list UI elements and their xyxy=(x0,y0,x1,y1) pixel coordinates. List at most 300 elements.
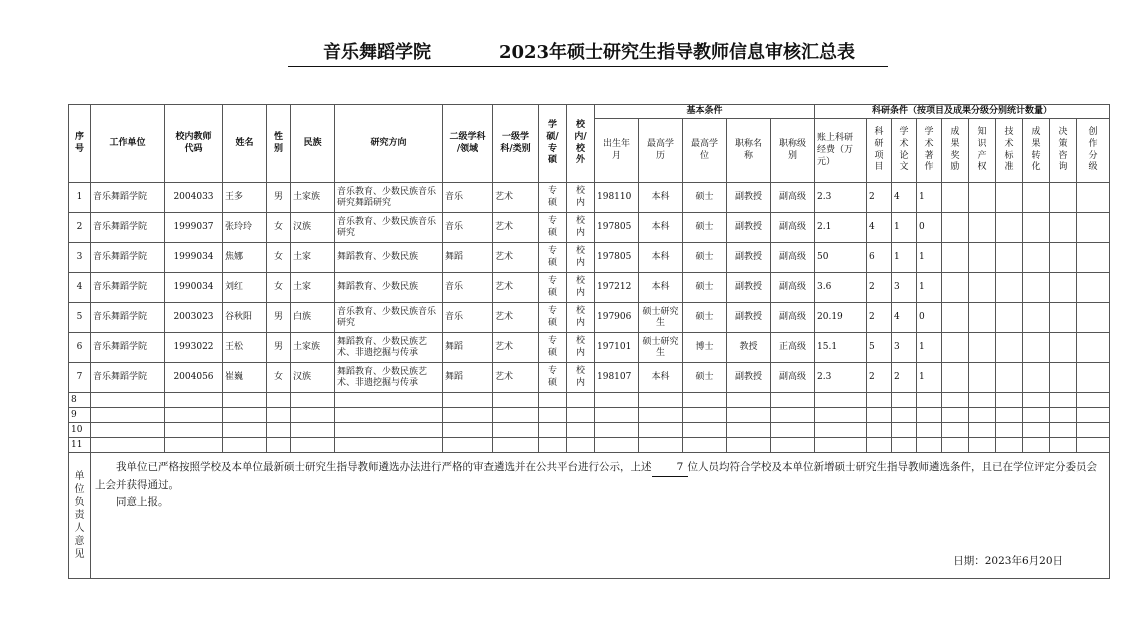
cell-empty xyxy=(815,438,867,453)
cell-empty xyxy=(567,423,595,438)
cell-consult xyxy=(1050,273,1077,303)
cell-empty xyxy=(996,423,1023,438)
cell-unit: 音乐舞蹈学院 xyxy=(91,273,165,303)
cell-inout: 校 内 xyxy=(567,183,595,213)
col-birth: 出生年 月 xyxy=(595,119,639,183)
cell-empty xyxy=(595,408,639,423)
cell-empty xyxy=(539,408,567,423)
cell-ethnic: 汉族 xyxy=(291,363,335,393)
cell-edu: 本科 xyxy=(639,243,683,273)
cell-inout: 校 内 xyxy=(567,243,595,273)
cell-title-level: 正高级 xyxy=(771,333,815,363)
cell-empty xyxy=(291,408,335,423)
col-title-level: 职称级 别 xyxy=(771,119,815,183)
cell-code: 1999037 xyxy=(165,213,223,243)
cell-empty xyxy=(1023,423,1050,438)
cell-empty xyxy=(291,393,335,408)
cell-projects: 6 xyxy=(867,243,892,273)
cell-empty xyxy=(539,438,567,453)
footer-agree: 同意上报。 xyxy=(116,495,169,508)
cell-deg: 硕士 xyxy=(683,243,727,273)
cell-standards xyxy=(996,363,1023,393)
table-row xyxy=(69,363,1110,393)
cell-standards xyxy=(996,183,1023,213)
cell-empty xyxy=(595,438,639,453)
cell-empty xyxy=(917,393,942,408)
cell-empty xyxy=(771,423,815,438)
cell-transfer xyxy=(1023,183,1050,213)
cell-funds: 3.6 xyxy=(815,273,867,303)
cell-empty xyxy=(867,423,892,438)
cell-awards xyxy=(942,183,969,213)
cell-empty xyxy=(335,408,443,423)
cell-ip xyxy=(969,303,996,333)
cell-degree: 专 硕 xyxy=(539,243,567,273)
cell-inout: 校 内 xyxy=(567,303,595,333)
cell-empty xyxy=(892,393,917,408)
cell-direction: 音乐教育、少数民族音乐研究 xyxy=(335,303,443,333)
cell-empty xyxy=(683,423,727,438)
cell-name: 崔巍 xyxy=(223,363,267,393)
cell-standards xyxy=(996,243,1023,273)
cell-projects: 5 xyxy=(867,333,892,363)
cell-direction: 音乐教育、少数民族音乐研究舞蹈研究 xyxy=(335,183,443,213)
cell-funds: 2.3 xyxy=(815,363,867,393)
cell-empty xyxy=(683,393,727,408)
cell-empty xyxy=(1077,423,1110,438)
cell-empty xyxy=(91,438,165,453)
cell-standards xyxy=(996,333,1023,363)
col-ip: 知 识 产 权 xyxy=(969,119,996,183)
cell-title-name: 副教授 xyxy=(727,273,771,303)
cell-code: 2004033 xyxy=(165,183,223,213)
col-title-name: 职称名 称 xyxy=(727,119,771,183)
footer-count: 7 xyxy=(652,459,688,477)
cell-empty xyxy=(539,423,567,438)
cell-code: 1999034 xyxy=(165,243,223,273)
col-papers: 学 术 论 文 xyxy=(892,119,917,183)
cell-ip xyxy=(969,363,996,393)
cell-direction: 音乐教育、少数民族音乐研究 xyxy=(335,213,443,243)
footer-label: 单 位 负 责 人 意 见 xyxy=(69,453,91,579)
col-sex: 性 别 xyxy=(267,105,291,183)
cell-funds: 20.19 xyxy=(815,303,867,333)
cell-art xyxy=(1077,213,1110,243)
cell-transfer xyxy=(1023,243,1050,273)
cell-art xyxy=(1077,273,1110,303)
cell-books: 1 xyxy=(917,183,942,213)
cell-empty xyxy=(91,408,165,423)
cell-papers: 3 xyxy=(892,333,917,363)
col-sub2: 二级学科 /领域 xyxy=(443,105,493,183)
cell-empty xyxy=(567,393,595,408)
cell-edu: 本科 xyxy=(639,363,683,393)
cell-name: 王多 xyxy=(223,183,267,213)
cell-empty xyxy=(867,393,892,408)
cell-degree: 专 硕 xyxy=(539,363,567,393)
cell-sub2: 音乐 xyxy=(443,183,493,213)
cell-ethnic: 汉族 xyxy=(291,213,335,243)
cell-direction: 舞蹈教育、少数民族艺术、非遗挖掘与传承 xyxy=(335,363,443,393)
cell-empty xyxy=(443,393,493,408)
table-row xyxy=(69,183,1110,213)
cell-unit: 音乐舞蹈学院 xyxy=(91,183,165,213)
cell-empty xyxy=(493,423,539,438)
cell-ethnic: 土家 xyxy=(291,273,335,303)
cell-sub1: 艺术 xyxy=(493,363,539,393)
cell-sub2: 音乐 xyxy=(443,213,493,243)
cell-seq: 6 xyxy=(69,333,91,363)
col-code: 校内教师 代码 xyxy=(165,105,223,183)
cell-empty xyxy=(493,393,539,408)
col-edu: 最高学 历 xyxy=(639,119,683,183)
cell-empty xyxy=(267,408,291,423)
cell-direction: 舞蹈教育、少数民族 xyxy=(335,243,443,273)
cell-papers: 2 xyxy=(892,363,917,393)
footer-date: 日期：2023年6月20日 xyxy=(953,555,1064,568)
cell-birth: 197101 xyxy=(595,333,639,363)
cell-birth: 198107 xyxy=(595,363,639,393)
cell-empty xyxy=(867,438,892,453)
cell-empty xyxy=(91,423,165,438)
cell-sub1: 艺术 xyxy=(493,213,539,243)
cell-seq: 1 xyxy=(69,183,91,213)
cell-art xyxy=(1077,183,1110,213)
table-row xyxy=(69,213,1110,243)
cell-empty xyxy=(942,393,969,408)
cell-ethnic: 土家 xyxy=(291,243,335,273)
cell-sex: 男 xyxy=(267,333,291,363)
cell-ip xyxy=(969,183,996,213)
cell-empty xyxy=(996,393,1023,408)
table-row xyxy=(69,273,1110,303)
cell-title-name: 副教授 xyxy=(727,363,771,393)
cell-empty xyxy=(639,393,683,408)
cell-projects: 2 xyxy=(867,303,892,333)
cell-transfer xyxy=(1023,363,1050,393)
cell-projects: 2 xyxy=(867,183,892,213)
cell-empty xyxy=(639,423,683,438)
col-inout: 校 内/ 校 外 xyxy=(567,105,595,183)
cell-title-level: 副高级 xyxy=(771,363,815,393)
cell-title-name: 副教授 xyxy=(727,213,771,243)
cell-art xyxy=(1077,333,1110,363)
cell-unit: 音乐舞蹈学院 xyxy=(91,243,165,273)
col-ethnic: 民族 xyxy=(291,105,335,183)
cell-ip xyxy=(969,273,996,303)
cell-books: 1 xyxy=(917,333,942,363)
col-consult: 决 策 咨 询 xyxy=(1050,119,1077,183)
cell-empty xyxy=(639,408,683,423)
cell-name: 焦娜 xyxy=(223,243,267,273)
cell-empty xyxy=(639,438,683,453)
cell-title-name: 副教授 xyxy=(727,183,771,213)
cell-standards xyxy=(996,213,1023,243)
cell-consult xyxy=(1050,333,1077,363)
summary-table xyxy=(68,104,1110,579)
cell-sex: 女 xyxy=(267,273,291,303)
col-unit: 工作单位 xyxy=(91,105,165,183)
cell-empty xyxy=(223,408,267,423)
cell-standards xyxy=(996,273,1023,303)
cell-title-level: 副高级 xyxy=(771,213,815,243)
cell-books: 0 xyxy=(917,213,942,243)
footer-text-before: 我单位已严格按照学校及本单位最新硕士研究生指导教师遴选办法进行严格的审查遴选并在公共平台进行公示，上述 xyxy=(116,461,652,474)
cell-empty xyxy=(291,423,335,438)
title-name: 2023年硕士研究生指导教师信息审核汇总表 xyxy=(466,38,888,67)
cell-empty xyxy=(335,393,443,408)
cell-birth: 198110 xyxy=(595,183,639,213)
cell-projects: 2 xyxy=(867,273,892,303)
cell-empty xyxy=(1023,393,1050,408)
document-title xyxy=(0,38,1136,68)
cell-sub2: 舞蹈 xyxy=(443,363,493,393)
cell-deg: 硕士 xyxy=(683,273,727,303)
cell-empty xyxy=(595,423,639,438)
cell-title-name: 教授 xyxy=(727,333,771,363)
cell-empty xyxy=(1077,408,1110,423)
cell-sub2: 音乐 xyxy=(443,303,493,333)
cell-sub2: 舞蹈 xyxy=(443,333,493,363)
cell-degree: 专 硕 xyxy=(539,333,567,363)
cell-seq: 7 xyxy=(69,363,91,393)
cell-consult xyxy=(1050,243,1077,273)
cell-empty xyxy=(969,408,996,423)
cell-birth: 197906 xyxy=(595,303,639,333)
cell-funds: 2.3 xyxy=(815,183,867,213)
table-row-empty xyxy=(69,408,1110,423)
cell-empty xyxy=(892,423,917,438)
cell-empty xyxy=(815,408,867,423)
cell-consult xyxy=(1050,303,1077,333)
cell-code: 2003023 xyxy=(165,303,223,333)
cell-seq: 8 xyxy=(69,393,91,408)
cell-deg: 硕士 xyxy=(683,183,727,213)
cell-empty xyxy=(727,438,771,453)
cell-title-level: 副高级 xyxy=(771,183,815,213)
cell-seq: 5 xyxy=(69,303,91,333)
cell-empty xyxy=(165,408,223,423)
cell-deg: 博士 xyxy=(683,333,727,363)
table-row-empty xyxy=(69,393,1110,408)
cell-empty xyxy=(771,438,815,453)
cell-empty xyxy=(815,423,867,438)
cell-empty xyxy=(291,438,335,453)
cell-empty xyxy=(165,438,223,453)
cell-empty xyxy=(996,438,1023,453)
cell-empty xyxy=(727,408,771,423)
cell-seq: 11 xyxy=(69,438,91,453)
footer-opinion xyxy=(91,453,1110,579)
col-basic-group: 基本条件 xyxy=(595,105,815,119)
cell-unit: 音乐舞蹈学院 xyxy=(91,303,165,333)
cell-empty xyxy=(727,423,771,438)
cell-sub2: 音乐 xyxy=(443,273,493,303)
cell-seq: 10 xyxy=(69,423,91,438)
cell-birth: 197805 xyxy=(595,243,639,273)
cell-empty xyxy=(267,438,291,453)
col-awards: 成 果 奖 励 xyxy=(942,119,969,183)
cell-empty xyxy=(1050,438,1077,453)
cell-empty xyxy=(223,393,267,408)
cell-empty xyxy=(1050,408,1077,423)
cell-empty xyxy=(335,438,443,453)
table-row-empty xyxy=(69,423,1110,438)
cell-edu: 硕士研究生 xyxy=(639,303,683,333)
col-books: 学 术 著 作 xyxy=(917,119,942,183)
cell-sub2: 舞蹈 xyxy=(443,243,493,273)
cell-books: 1 xyxy=(917,273,942,303)
cell-papers: 4 xyxy=(892,303,917,333)
cell-name: 谷秋阳 xyxy=(223,303,267,333)
cell-ethnic: 土家族 xyxy=(291,183,335,213)
cell-birth: 197805 xyxy=(595,213,639,243)
cell-sub1: 艺术 xyxy=(493,243,539,273)
cell-empty xyxy=(996,408,1023,423)
table-row-empty xyxy=(69,438,1110,453)
cell-empty xyxy=(567,408,595,423)
cell-empty xyxy=(683,438,727,453)
cell-empty xyxy=(223,438,267,453)
cell-empty xyxy=(917,408,942,423)
cell-empty xyxy=(917,423,942,438)
cell-edu: 本科 xyxy=(639,213,683,243)
cell-inout: 校 内 xyxy=(567,363,595,393)
cell-empty xyxy=(942,423,969,438)
cell-seq: 3 xyxy=(69,243,91,273)
cell-empty xyxy=(969,393,996,408)
cell-art xyxy=(1077,303,1110,333)
cell-projects: 2 xyxy=(867,363,892,393)
cell-consult xyxy=(1050,363,1077,393)
footer-text-after: 位人员均符合学校及本单位新增硕士研究生指导教师遴选条件，且已在学位评定分委员会上会并获得通过。 xyxy=(95,461,1097,492)
cell-empty xyxy=(1023,438,1050,453)
cell-empty xyxy=(443,423,493,438)
cell-ethnic: 白族 xyxy=(291,303,335,333)
cell-papers: 4 xyxy=(892,183,917,213)
cell-edu: 本科 xyxy=(639,273,683,303)
col-direction: 研究方向 xyxy=(335,105,443,183)
cell-deg: 硕士 xyxy=(683,363,727,393)
cell-empty xyxy=(165,393,223,408)
cell-edu: 本科 xyxy=(639,183,683,213)
cell-edu: 硕士研究生 xyxy=(639,333,683,363)
cell-empty xyxy=(1050,393,1077,408)
cell-sub1: 艺术 xyxy=(493,333,539,363)
title-unit: 音乐舞蹈学院 xyxy=(288,38,466,67)
cell-seq: 2 xyxy=(69,213,91,243)
cell-empty xyxy=(1077,438,1110,453)
col-research-group: 科研条件（按项目及成果分级分别统计数量） xyxy=(815,105,1110,119)
col-standards: 技 术 标 准 xyxy=(996,119,1023,183)
cell-unit: 音乐舞蹈学院 xyxy=(91,363,165,393)
cell-unit: 音乐舞蹈学院 xyxy=(91,333,165,363)
cell-papers: 3 xyxy=(892,273,917,303)
cell-consult xyxy=(1050,183,1077,213)
cell-funds: 50 xyxy=(815,243,867,273)
cell-funds: 15.1 xyxy=(815,333,867,363)
cell-empty xyxy=(892,408,917,423)
cell-empty xyxy=(969,438,996,453)
col-degree: 学 硕/ 专 硕 xyxy=(539,105,567,183)
table-row xyxy=(69,333,1110,363)
cell-inout: 校 内 xyxy=(567,213,595,243)
cell-awards xyxy=(942,273,969,303)
cell-papers: 1 xyxy=(892,213,917,243)
cell-awards xyxy=(942,363,969,393)
cell-sub1: 艺术 xyxy=(493,303,539,333)
cell-sex: 男 xyxy=(267,183,291,213)
cell-books: 0 xyxy=(917,303,942,333)
cell-books: 1 xyxy=(917,243,942,273)
cell-empty xyxy=(595,393,639,408)
cell-name: 刘红 xyxy=(223,273,267,303)
cell-empty xyxy=(267,423,291,438)
cell-empty xyxy=(1050,423,1077,438)
cell-ip xyxy=(969,243,996,273)
col-transfer: 成 果 转 化 xyxy=(1023,119,1050,183)
cell-empty xyxy=(493,438,539,453)
cell-empty xyxy=(771,393,815,408)
cell-empty xyxy=(443,408,493,423)
cell-transfer xyxy=(1023,333,1050,363)
cell-seq: 4 xyxy=(69,273,91,303)
cell-papers: 1 xyxy=(892,243,917,273)
cell-transfer xyxy=(1023,273,1050,303)
cell-sex: 男 xyxy=(267,303,291,333)
cell-sex: 女 xyxy=(267,213,291,243)
cell-title-level: 副高级 xyxy=(771,303,815,333)
cell-degree: 专 硕 xyxy=(539,273,567,303)
cell-empty xyxy=(1023,408,1050,423)
cell-transfer xyxy=(1023,303,1050,333)
cell-ip xyxy=(969,333,996,363)
cell-ip xyxy=(969,213,996,243)
cell-inout: 校 内 xyxy=(567,273,595,303)
cell-inout: 校 内 xyxy=(567,333,595,363)
cell-degree: 专 硕 xyxy=(539,303,567,333)
cell-funds: 2.1 xyxy=(815,213,867,243)
cell-empty xyxy=(727,393,771,408)
cell-empty xyxy=(683,408,727,423)
cell-name: 张玲玲 xyxy=(223,213,267,243)
cell-empty xyxy=(969,423,996,438)
cell-empty xyxy=(942,438,969,453)
cell-unit: 音乐舞蹈学院 xyxy=(91,213,165,243)
cell-empty xyxy=(771,408,815,423)
cell-empty xyxy=(443,438,493,453)
cell-consult xyxy=(1050,213,1077,243)
cell-empty xyxy=(165,423,223,438)
cell-deg: 硕士 xyxy=(683,213,727,243)
cell-code: 1990034 xyxy=(165,273,223,303)
col-art: 创 作 分 级 xyxy=(1077,119,1110,183)
cell-deg: 硕士 xyxy=(683,303,727,333)
cell-awards xyxy=(942,303,969,333)
cell-art xyxy=(1077,243,1110,273)
cell-transfer xyxy=(1023,213,1050,243)
cell-direction: 舞蹈教育、少数民族艺术、非遗挖掘与传承 xyxy=(335,333,443,363)
cell-degree: 专 硕 xyxy=(539,183,567,213)
table-row xyxy=(69,243,1110,273)
cell-code: 2004056 xyxy=(165,363,223,393)
cell-title-level: 副高级 xyxy=(771,243,815,273)
cell-seq: 9 xyxy=(69,408,91,423)
cell-books: 1 xyxy=(917,363,942,393)
col-deg: 最高学 位 xyxy=(683,119,727,183)
cell-title-level: 副高级 xyxy=(771,273,815,303)
col-seq: 序 号 xyxy=(69,105,91,183)
